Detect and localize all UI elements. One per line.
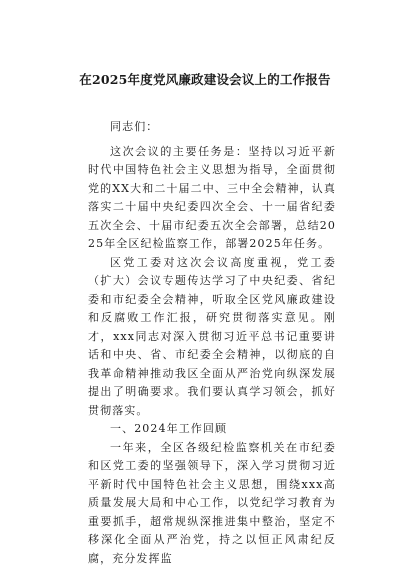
document-title: 在2025年度党风廉政建设会议上的工作报告 (79, 72, 331, 87)
paragraph-review: 一年来，全区各级纪检监察机关在市纪委和区党工委的坚强领导下，深入学习贯彻习近平新时代中国特色社会主义思想，围绕xxx高质量发展大局和中心工作，以党纪学习教育为重要抓手，超常规纵深推进集中整治，坚定不移深化全面从严治党，持之以恒正风肃纪反腐，充分发挥监 (88, 440, 336, 565)
salutation: 同志们： (110, 120, 159, 133)
paragraph-committee: 区党工委对这次会议高度重视，党工委（扩大）会议专题传达学习了中央纪委、省纪委和市纪委全会精神，听取全区党风廉政建设和反腐败工作汇报，研究贯彻落实意见。刚才，xxx同志对深入贯彻习近平总书记重要讲话和中央、省、市纪委全会精神，以彻底的自我革命精神推动我区全面从严治党向纵深发展提出了明确要求。我们要认真学习领会，抓好贯彻落实。 (88, 255, 336, 417)
section-heading: 一、2024年工作回顾 (110, 422, 228, 435)
document-body (88, 118, 336, 568)
paragraph-tasks: 这次会议的主要任务是：坚持以习近平新时代中国特色社会主义思想为指导，全面贯彻党的XX大和二十届二中、三中全会精神，认真落实二十届中央纪委四次全会、十一届省纪委五次全会、十届市纪委五次全会部署，总结2025年全区纪检监察工作，部署2025年任务。 (88, 144, 336, 250)
